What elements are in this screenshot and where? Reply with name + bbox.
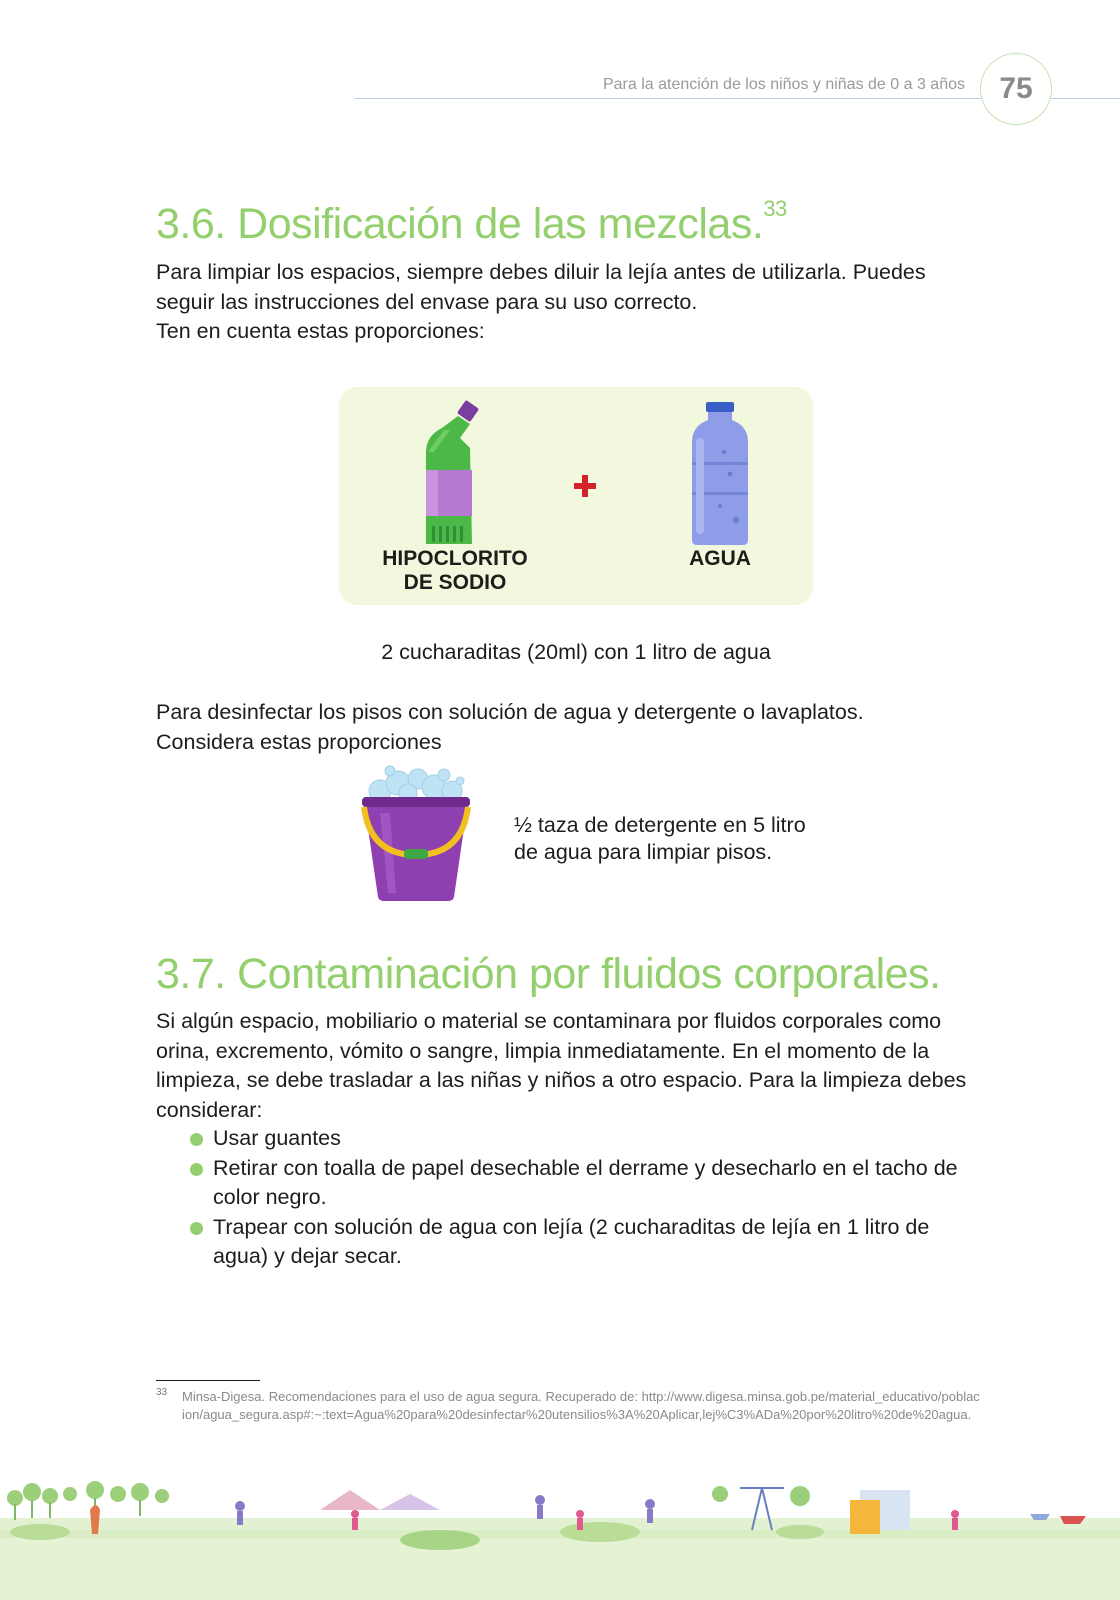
section-3-7-body: Si algún espacio, mobiliario o material se contaminara por fluidos corporales como orina, excremento, vómito o sangre, limpia inmediatamente. En el momento de la limpieza, se debe trasladar a las niñas y niños a otro espacio. Para la limpieza debes considerar: xyxy=(156,1009,967,1122)
plus-icon xyxy=(574,475,596,497)
footnote-text[interactable]: Minsa-Digesa. Recomendaciones para el uso de agua segura. Recuperado de: http://www.digesa.minsa.gob.pe/material_educativo/poblacion/agua_segura.asp#:~:text=Agua%20para%20desinfectar%20utensilios%3A%20Aplicar,lej%C3%ADa%20por%20litro%20de%20agua. xyxy=(182,1389,980,1422)
bullet-icon xyxy=(190,1222,203,1235)
list-item: Usar guantes xyxy=(188,1124,988,1154)
cleaning-steps-list xyxy=(188,1124,988,1272)
list-item: Retirar con toalla de papel desechable el derrame y desecharlo en el tacho de color negro. xyxy=(188,1154,988,1213)
footnote-reference[interactable]: 33 xyxy=(763,196,787,221)
bleach-label: HIPOCLORITO DE SODIO xyxy=(382,547,528,594)
section-title-3-7: 3.7. Contaminación por fluidos corporales. xyxy=(156,950,941,998)
bullet-icon xyxy=(190,1163,203,1176)
floor-cleaning-intro: Para desinfectar los pisos con solución de agua y detergente o lavaplatos. Considera estas proporciones xyxy=(156,700,864,754)
bucket-icon xyxy=(360,763,472,903)
bleach-bottle-icon xyxy=(420,400,490,548)
footnote-number: 33 xyxy=(156,1387,168,1398)
water-label: AGUA xyxy=(689,547,751,570)
ratio-caption: 2 cucharaditas (20ml) con 1 litro de agua xyxy=(381,640,771,664)
bucket-caption: ½ taza de detergente en 5 litro de agua para limpiar pisos. xyxy=(514,813,806,864)
bullet-icon xyxy=(190,1133,203,1146)
footer-landscape-illustration xyxy=(0,1470,1120,1600)
footnote-rule xyxy=(156,1380,260,1381)
water-bottle-icon xyxy=(690,402,750,546)
page-number: 75 xyxy=(980,53,1052,125)
section-3-6-intro: Para limpiar los espacios, siempre debes diluir la lejía antes de utilizarla. Puedes seguir las instrucciones del envase para su uso correcto. Ten en cuenta estas proporciones: xyxy=(156,260,926,343)
section-title-3-6: 3.6. Dosificación de las mezclas.$^{33}$ xyxy=(156,196,787,248)
list-item: Trapear con solución de agua con lejía (2 cucharaditas de lejía en 1 litro de agua) y dejar secar. xyxy=(188,1213,988,1272)
running-title: Para la atención de los niños y niñas de 0 a 3 años xyxy=(602,76,965,93)
